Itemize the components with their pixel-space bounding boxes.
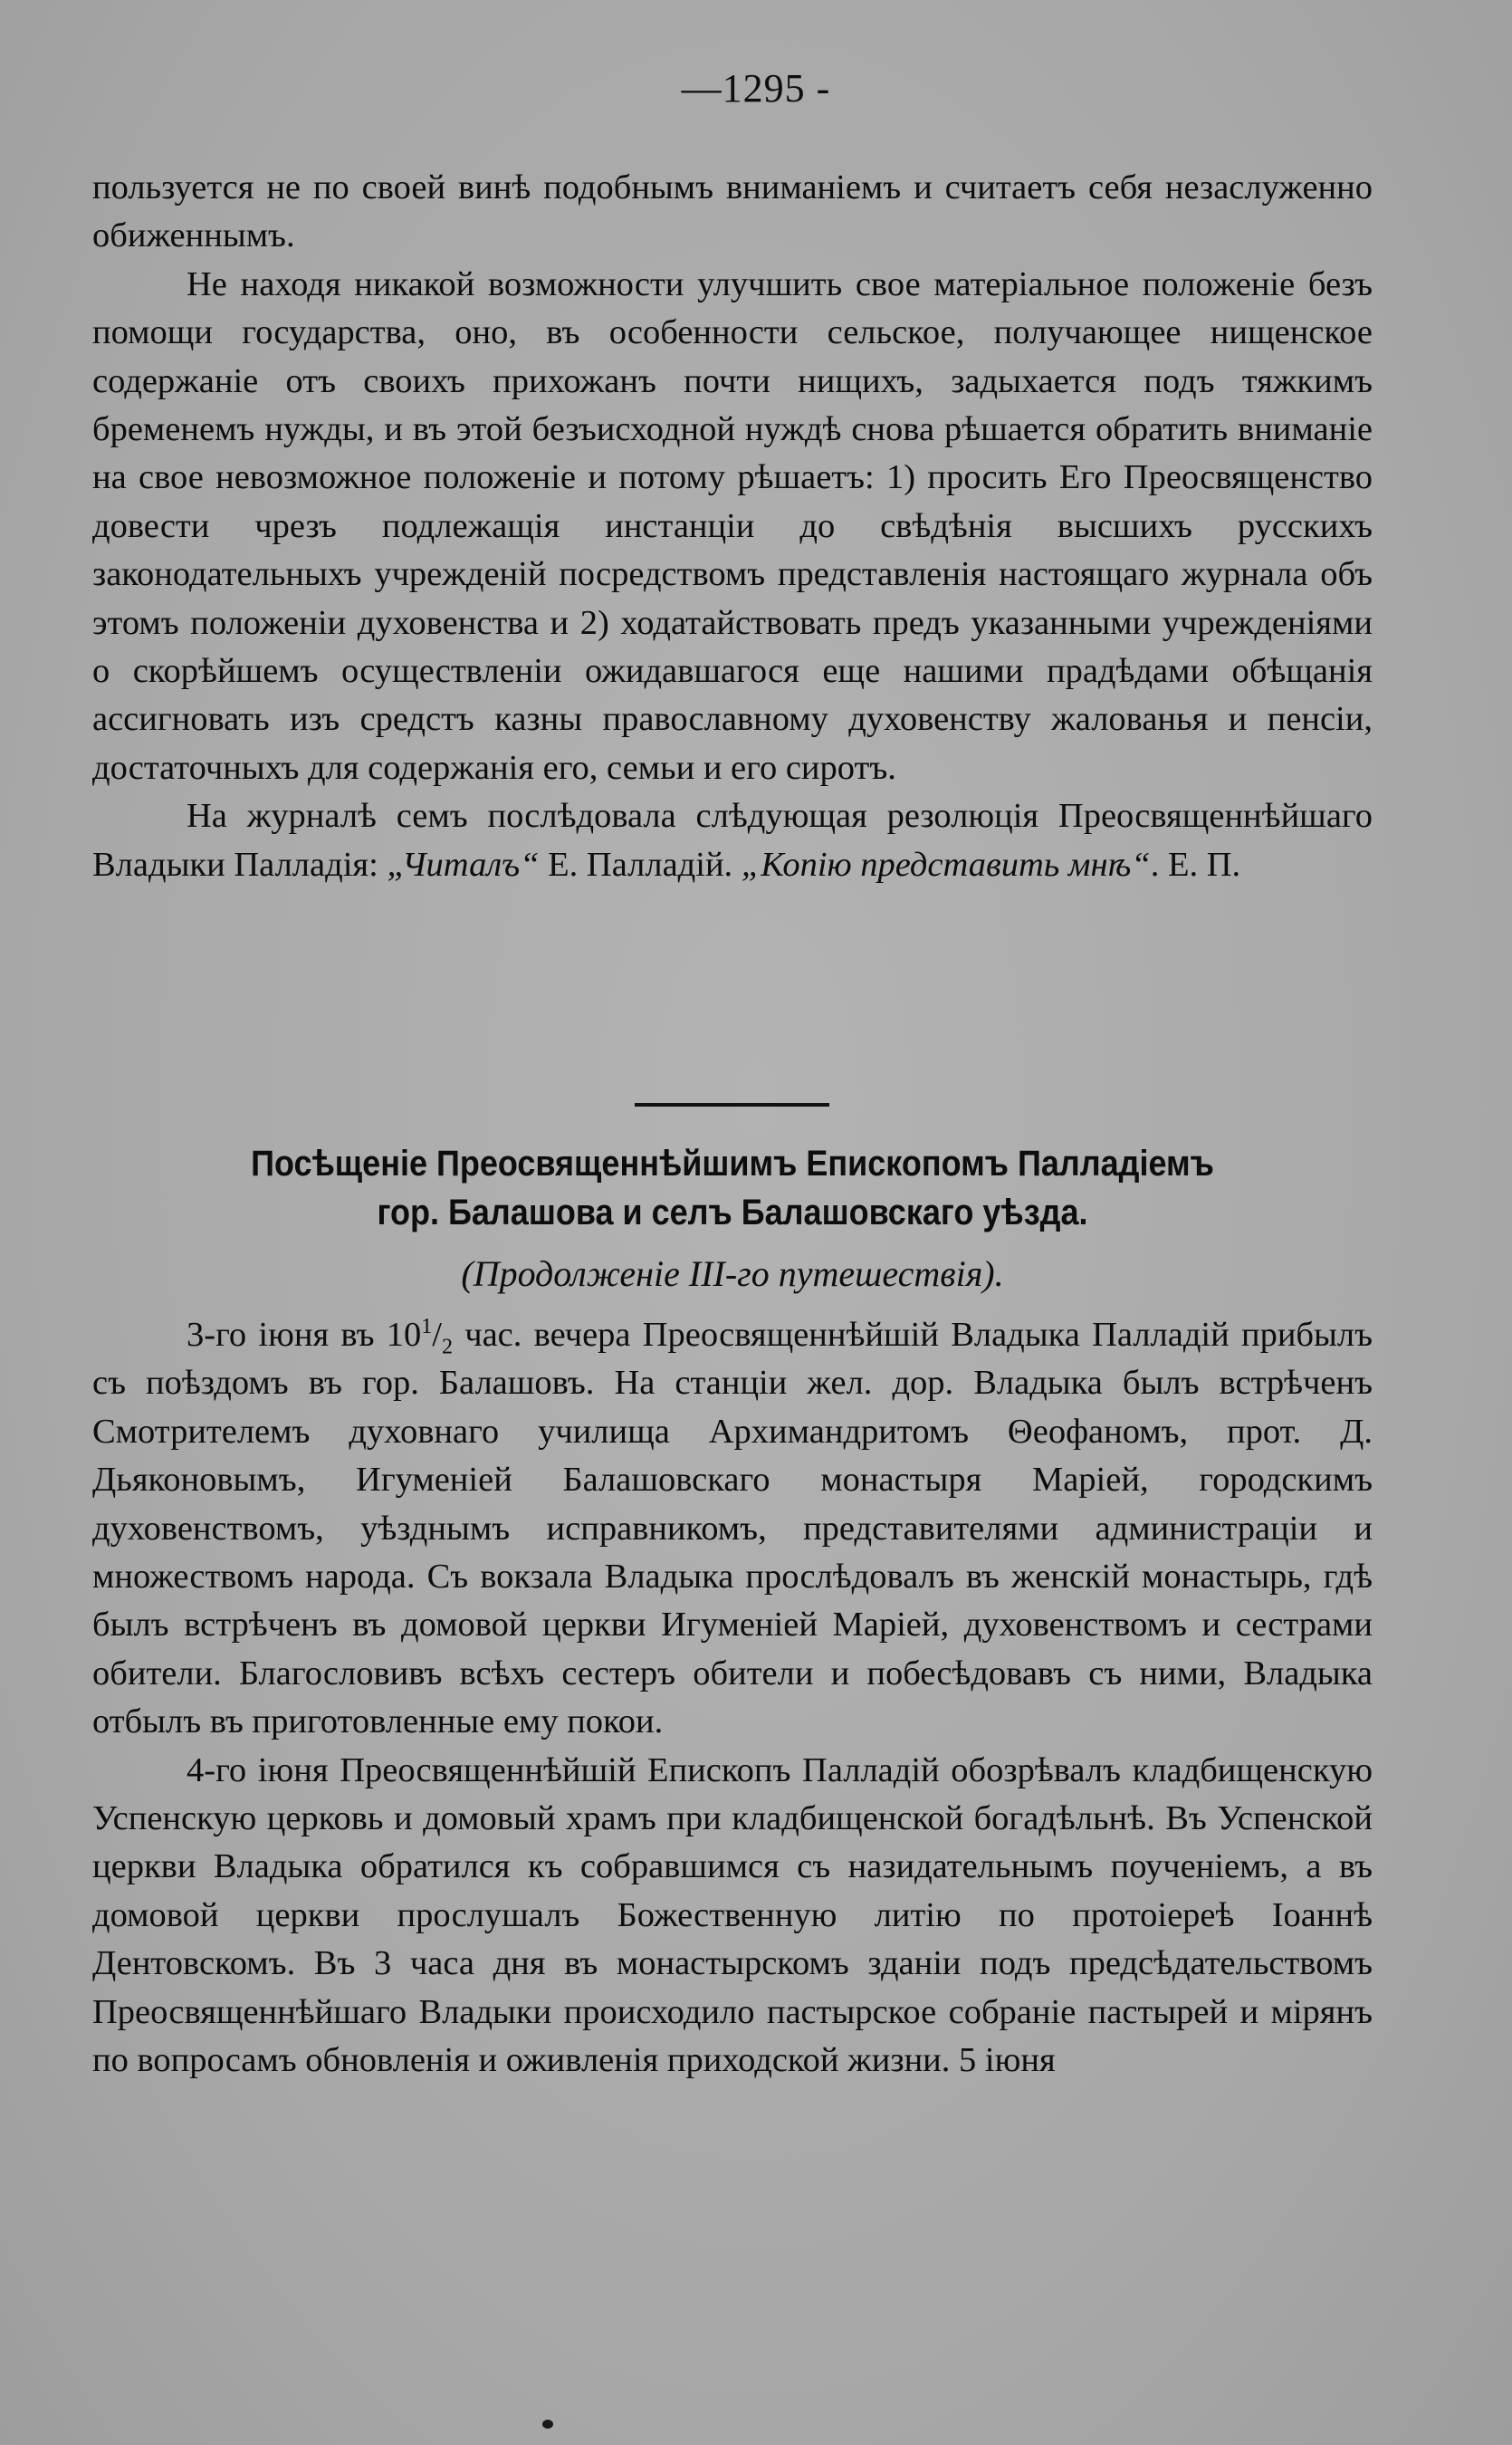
fraction-denominator: 2	[441, 1335, 453, 1359]
text-block-continuation	[92, 164, 1373, 889]
resolution-paragraph	[92, 792, 1373, 889]
paragraph: Не находя никакой возможности улучшить свое матеріальное положеніе безъ помощи государства, оно, въ особенности сельское, получающее нищенское содержаніе отъ своихъ прихожанъ почти нищихъ, задыхается подъ тяжкимъ бременемъ нужды, и въ этой безъисходной нуждѣ снова рѣшается обратить вниманіе на свое невозможное положеніе и потому рѣшаетъ: 1) просить Его Преосвященство довести чрезъ подлежащія инстанціи до свѣдѣнія высшихъ русскихъ законодательныхъ учрежденій посредствомъ представленія настоящаго журнала объ этомъ положеніи духовенства и 2) ходатайствовать предъ указанными учрежденіями о скорѣйшемъ осуществленіи ожидавшагося еще нашими прадѣдами обѣщанія ассигновать изъ средстъ казны православному духовенству жалованья и пенсіи, достаточныхъ для содержанія его, семьи и его сиротъ.	[92, 264, 1373, 787]
page-number: —1295 -	[681, 66, 831, 110]
paragraph: пользуется не по своей винѣ подобнымъ вниманіемъ и считаетъ себя незаслуженно обиженнымъ.	[92, 168, 1373, 255]
fraction-separator: /	[432, 1316, 442, 1354]
paragraph-text: час. вечера Преосвященнѣйшій Владыка Палладій прибылъ съ поѣздомъ въ гор. Балашовъ. На станціи жел. дор. Владыка былъ встрѣченъ Смотрителемъ духовнаго училища Архимандритомъ Θеофаномъ, прот. Д. Дьяконовымъ, Игуменіей Балашовскаго монастыря Маріей, городскимъ духовенствомъ, уѣзднымъ исправникомъ, представителями администраціи и множествомъ народа. Съ вокзала Владыка прослѣдовалъ въ женскій монастырь, гдѣ былъ встрѣченъ въ домовой церкви Игуменіей Маріей, духовенствомъ и сестрами обители. Благословивъ всѣхъ сестеръ обители и побесѣдовавъ съ ними, Владыка отбылъ въ приготовленные ему покои.	[92, 1316, 1373, 1741]
fraction-numerator: 1	[421, 1315, 433, 1339]
paragraph	[92, 1311, 1373, 1747]
resolution-quote: „Копію представить мнѣ“	[741, 845, 1151, 884]
heading-line: гор. Балашова и селъ Балашовскаго уѣзда.	[377, 1193, 1088, 1232]
resolution-quote: „Читалъ“	[387, 845, 540, 884]
paragraph-text: 3-го іюня въ 10	[187, 1316, 422, 1354]
text-block-visit	[92, 1311, 1373, 2085]
heading-line: Посѣщеніе Преосвященнѣйшимъ Епископомъ Палладіемъ	[251, 1144, 1214, 1184]
signature-text: . Е. П.	[1150, 845, 1241, 884]
paragraph: 4-го іюня Преосвященнѣйшій Епископъ Палладій обозрѣвалъ кладбищенскую Успенскую церковь и домовый храмъ при кладбищенской богадѣльнѣ. Въ Успенской церкви Владыка обратился къ собравшимся съ назидательнымъ поученіемъ, а въ домовой церкви прослушалъ Божественную литію по протоіереѣ Іоаннѣ Дентовскомъ. Въ 3 часа дня въ монастырскомъ зданіи подъ предсѣдательствомъ Преосвященнѣйшаго Владыки происходило пастырское собраніе пастырей и мірянъ по вопросамъ обновленія и оживленія приходской жизни. 5 іюня	[92, 1750, 1373, 2080]
section-divider	[635, 1103, 829, 1107]
section-heading	[157, 1139, 1309, 1237]
section-subheading: (Продолженіе III-го путешествія).	[461, 1253, 1004, 1294]
print-speck	[542, 2420, 553, 2429]
paragraph-text: На журналѣ семъ послѣдовала слѣдующая резолюція Преосвященнѣйшаго Владыки Палладія:	[92, 797, 1373, 884]
signature-text: Е. Палладій.	[548, 845, 733, 884]
